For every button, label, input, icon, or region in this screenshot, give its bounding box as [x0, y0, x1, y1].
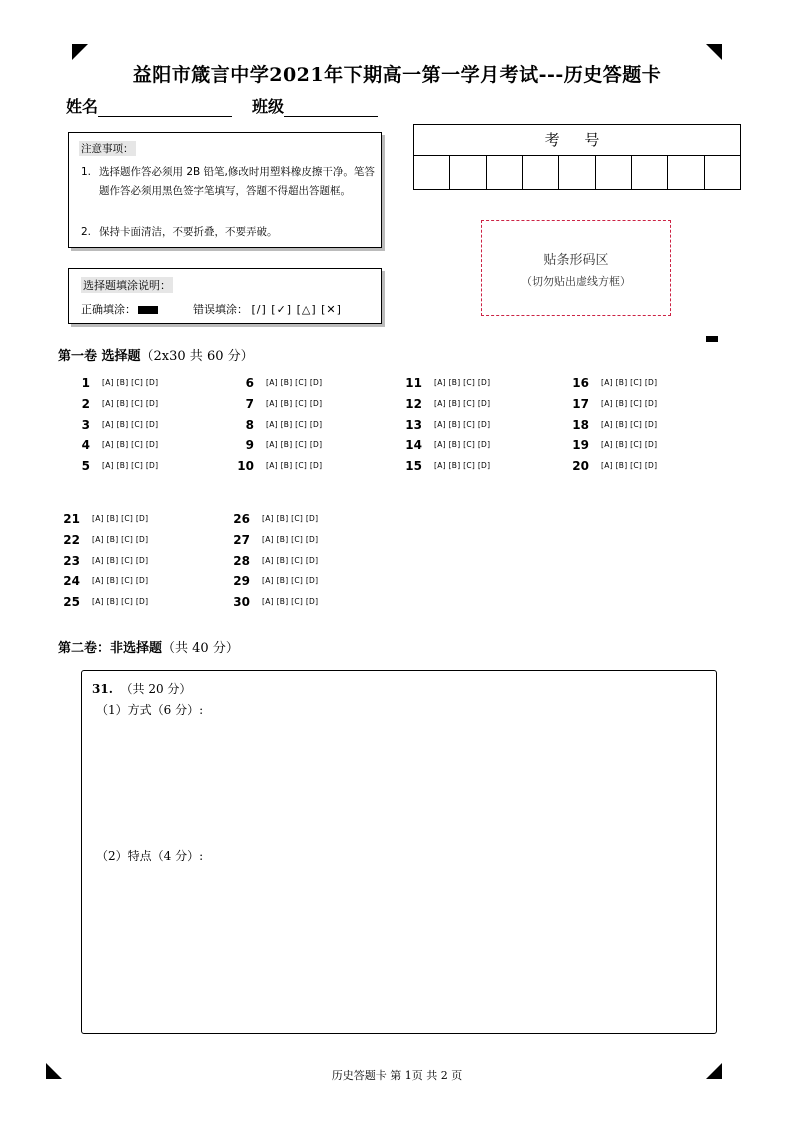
question-number: 10	[237, 459, 254, 474]
correct-fill-sample	[138, 306, 158, 314]
answer-bubbles[interactable]: [A] [B] [C] [D]	[601, 419, 658, 429]
page-title: 益阳市箴言中学2021年下期高一第一学月考试---历史答题卡	[132, 64, 662, 86]
section2-heading: 第二卷：非选择题（共 40 分）	[58, 641, 239, 656]
answer-bubbles[interactable]: [A] [B] [C] [D]	[601, 398, 658, 408]
wrong-fill-samples: [/] [✓] [△] [✕]	[251, 303, 342, 316]
section1-heading: 第一卷 选择题（2x30 共 60 分）	[58, 349, 254, 364]
exam-number-cell[interactable]	[668, 156, 704, 189]
question-number: 27	[233, 532, 250, 547]
q31-part2-label: （2）特点（4 分）:	[96, 849, 204, 863]
answer-bubbles[interactable]: [A] [B] [C] [D]	[434, 398, 491, 408]
question-number: 1	[81, 376, 90, 390]
answer-bubbles[interactable]: [A] [B] [C] [D]	[102, 398, 159, 408]
answer-bubbles[interactable]: [A] [B] [C] [D]	[102, 461, 159, 471]
exam-number-cell[interactable]	[596, 156, 632, 189]
name-field[interactable]	[66, 94, 232, 117]
exam-number-cell[interactable]	[523, 156, 559, 189]
answer-bubbles[interactable]: [A] [B] [C] [D]	[92, 514, 149, 523]
question-number: 13	[405, 417, 422, 432]
answer-bubbles[interactable]: [A] [B] [C] [D]	[434, 378, 491, 387]
question-number: 16	[572, 376, 589, 390]
answer-bubbles[interactable]: [A] [B] [C] [D]	[102, 378, 159, 387]
question-number: 23	[63, 553, 80, 568]
page-footer: 历史答题卡 第 1页 共 2 页	[331, 1069, 463, 1082]
wrong-fill-label: 错误填涂：	[193, 303, 248, 316]
question-number: 21	[63, 512, 80, 526]
answer-bubbles[interactable]: [A] [B] [C] [D]	[102, 440, 159, 450]
answer-bubbles[interactable]: [A] [B] [C] [D]	[92, 555, 149, 565]
answer-bubbles[interactable]: [A] [B] [C] [D]	[266, 419, 323, 429]
exam-number-box	[413, 124, 741, 190]
question-number: 22	[63, 532, 80, 547]
question-number: 17	[572, 396, 589, 411]
question-number: 28	[233, 553, 250, 568]
class-field[interactable]	[252, 94, 378, 117]
question-number: 18	[572, 417, 589, 432]
barcode-area	[481, 220, 671, 316]
exam-number-cell[interactable]	[414, 156, 450, 189]
class-label: 班级	[252, 97, 285, 116]
question-number: 6	[245, 376, 254, 390]
corner-mark-top-right	[706, 44, 722, 60]
answer-bubbles[interactable]: [A] [B] [C] [D]	[102, 419, 159, 429]
question-number: 5	[81, 459, 90, 474]
question-number: 29	[233, 574, 250, 589]
question-number: 11	[405, 376, 422, 390]
answer-bubbles[interactable]: [A] [B] [C] [D]	[601, 440, 658, 450]
barcode-hint: （切勿贴出虚线方框）	[521, 275, 631, 288]
answer-bubbles[interactable]: [A] [B] [C] [D]	[434, 440, 491, 450]
barcode-label: 贴条形码区	[543, 253, 609, 268]
answer-bubbles[interactable]: [A] [B] [C] [D]	[266, 440, 323, 450]
question-number: 26	[233, 512, 250, 526]
question-number: 19	[572, 438, 589, 453]
name-label: 姓名	[66, 97, 99, 116]
answer-bubbles[interactable]: [A] [B] [C] [D]	[262, 597, 319, 607]
corner-mark-top-left	[72, 44, 88, 60]
fill-instructions-heading: 选择题填涂说明：	[83, 279, 171, 292]
name-line[interactable]	[98, 100, 232, 117]
question-number: 4	[81, 438, 90, 453]
question-number: 3	[81, 417, 90, 432]
question-number: 14	[405, 438, 422, 453]
question-number: 7	[245, 396, 254, 411]
answer-bubbles[interactable]: [A] [B] [C] [D]	[262, 576, 319, 586]
exam-number-label: 考 号	[414, 125, 740, 156]
answer-bubbles[interactable]: [A] [B] [C] [D]	[262, 555, 319, 565]
exam-number-cell[interactable]	[632, 156, 668, 189]
answer-bubbles[interactable]: [A] [B] [C] [D]	[266, 398, 323, 408]
answer-bubbles[interactable]: [A] [B] [C] [D]	[262, 534, 319, 544]
q31-part1-label: （1）方式（6 分）:	[96, 703, 204, 717]
answer-bubbles[interactable]: [A] [B] [C] [D]	[266, 378, 323, 387]
answer-bubbles[interactable]: [A] [B] [C] [D]	[601, 461, 658, 471]
timing-mark	[706, 336, 718, 342]
question-number: 15	[405, 459, 422, 474]
exam-number-cell[interactable]	[487, 156, 523, 189]
question-number: 30	[233, 595, 250, 610]
exam-number-cell[interactable]	[450, 156, 486, 189]
question-number: 8	[245, 417, 254, 432]
exam-number-cell[interactable]	[559, 156, 595, 189]
question-number: 24	[63, 574, 80, 589]
q31-header: 31. （共 20 分）	[92, 682, 192, 696]
question-number: 25	[63, 595, 80, 610]
question-number: 9	[245, 438, 254, 453]
fill-instructions-box	[68, 268, 382, 324]
question-number: 2	[81, 396, 90, 411]
answer-bubbles[interactable]: [A] [B] [C] [D]	[266, 461, 323, 471]
notice-box: 注意事项： 1. 选择题作答必须用 2B 铅笔,修改时用塑料橡皮擦干净。笔答题作答必须用黑色签字笔填写，答题不得超出答题框。 2. 保持卡面清洁，不要折叠，不要弄破。	[68, 132, 382, 248]
answer-bubbles[interactable]: [A] [B] [C] [D]	[92, 576, 149, 586]
question-number: 12	[405, 396, 422, 411]
answer-bubbles[interactable]: [A] [B] [C] [D]	[434, 419, 491, 429]
answer-bubbles[interactable]: [A] [B] [C] [D]	[92, 534, 149, 544]
correct-fill-label: 正确填涂：	[81, 303, 136, 316]
answer-bubbles[interactable]: [A] [B] [C] [D]	[434, 461, 491, 471]
class-line[interactable]	[284, 100, 378, 117]
exam-number-cells	[414, 156, 740, 189]
notice-heading: 注意事项：	[81, 143, 134, 155]
answer-box-q31[interactable]	[81, 670, 717, 1034]
answer-bubbles[interactable]: [A] [B] [C] [D]	[601, 378, 658, 387]
answer-bubbles[interactable]: [A] [B] [C] [D]	[262, 514, 319, 523]
question-number: 20	[572, 459, 589, 474]
exam-number-cell[interactable]	[705, 156, 740, 189]
answer-bubbles[interactable]: [A] [B] [C] [D]	[92, 597, 149, 607]
